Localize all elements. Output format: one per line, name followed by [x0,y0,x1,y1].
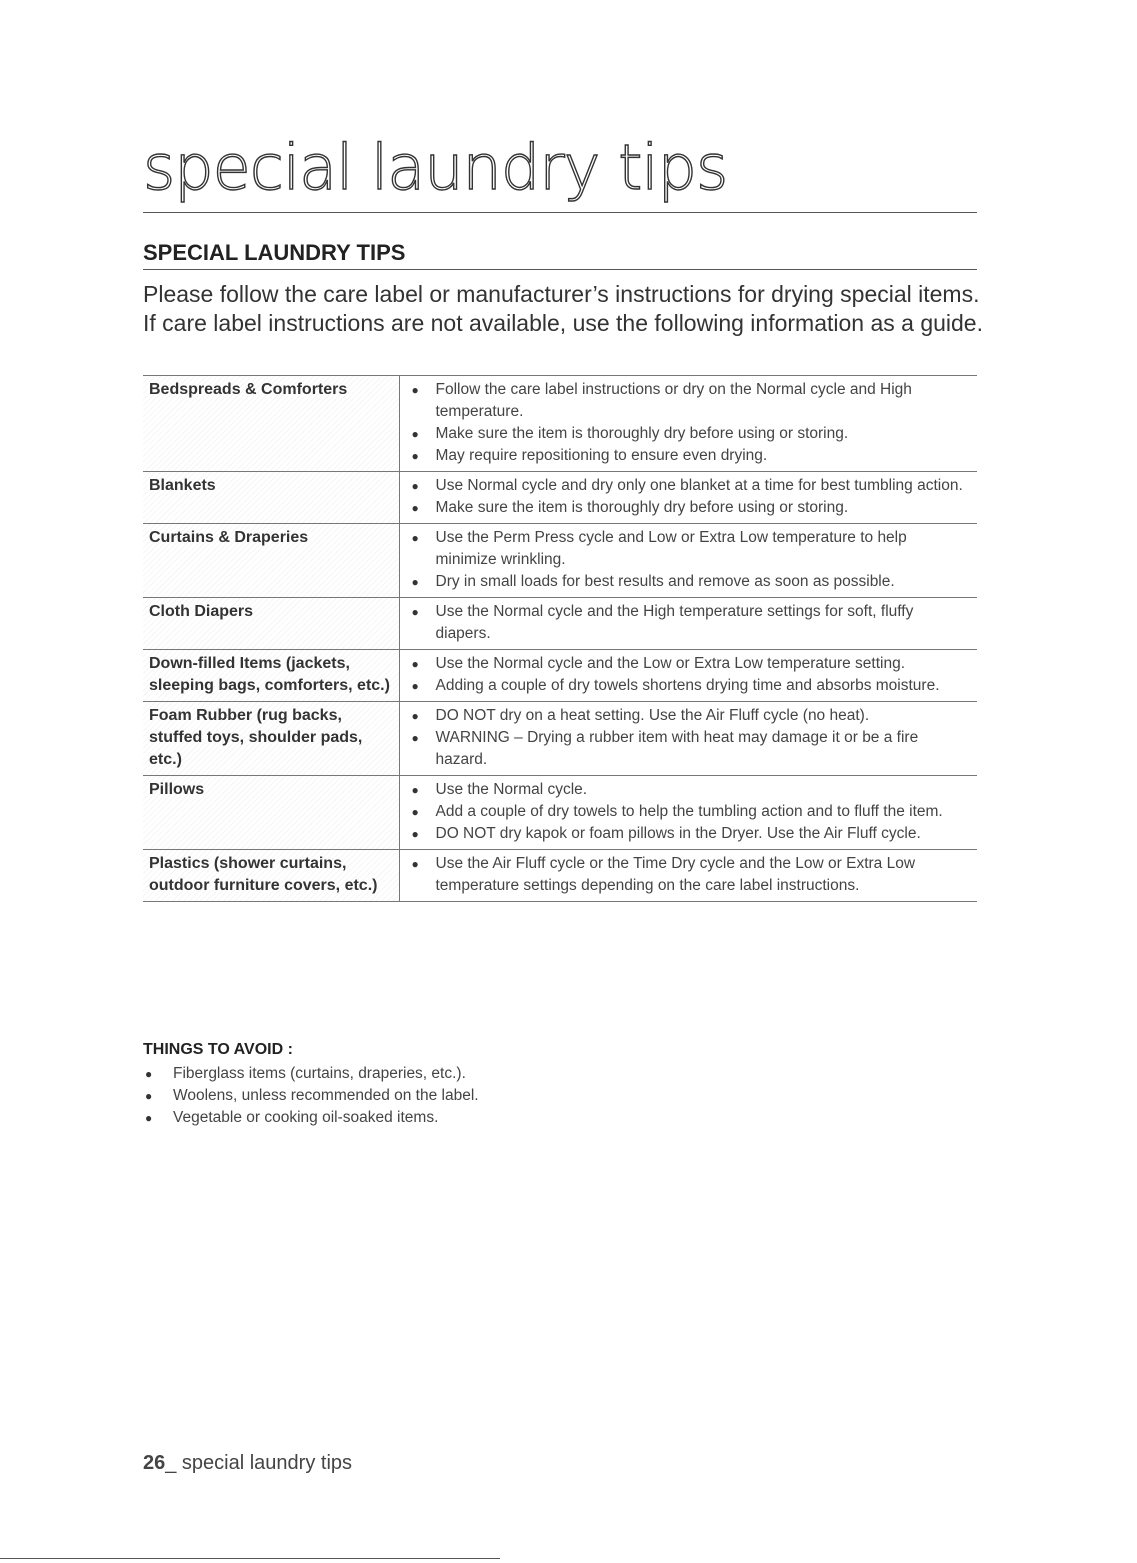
item-name: Curtains & Draperies [143,524,399,598]
bullet-icon: ● [145,1111,153,1125]
list-item [406,601,972,645]
bullet-icon: ● [411,827,419,841]
bullet-text: Follow the care label instructions or dry on the Normal cycle and High temperature. [435,381,912,420]
item-instructions [399,598,977,650]
list-item [406,475,972,497]
bullet-text: Make sure the item is thoroughly dry before using or storing. [435,425,849,442]
bullet-icon: ● [145,1089,153,1103]
bullet-icon: ● [411,657,419,671]
bullet-text: Use the Normal cycle. [435,781,588,798]
page-number: 26 [143,1452,166,1474]
list-item [406,653,972,675]
list-item [143,1107,943,1129]
item-instructions [399,376,977,472]
bullet-icon: ● [411,479,419,493]
item-instructions [399,850,977,902]
item-name: Cloth Diapers [143,598,399,650]
bullet-icon: ● [411,449,419,463]
bullet-text: Vegetable or cooking oil-soaked items. [173,1109,439,1126]
table-row [143,524,977,598]
bullet-text: WARNING – Drying a rubber item with heat may damage it or be a fire hazard. [435,729,919,768]
list-item [406,727,972,771]
bullet-text: Use Normal cycle and dry only one blanket at a time for best tumbling action. [435,477,963,494]
list-item [406,675,972,697]
item-instructions [399,702,977,776]
item-name: Down-filled Items (jackets, sleeping bags, comforters, etc.) [143,650,399,702]
bullet-text: Woolens, unless recommended on the label. [173,1087,479,1104]
bullet-icon: ● [411,501,419,515]
table-row [143,376,977,472]
bullet-icon: ● [145,1067,153,1081]
list-item [406,823,972,845]
intro-paragraph: Please follow the care label or manufacturer’s instructions for drying special items. If care label instructions are not available, use the following information as a guide. [143,281,983,336]
item-instructions [399,524,977,598]
table-row [143,776,977,850]
bullet-text: Make sure the item is thoroughly dry before using or storing. [435,499,849,516]
bullet-icon: ● [411,531,419,545]
bullet-text: Use the Normal cycle and the High temperature settings for soft, fluffy diapers. [435,603,914,642]
bullet-icon: ● [411,575,419,589]
page-footer [143,1450,352,1476]
item-instructions [399,472,977,524]
table-row [143,472,977,524]
bullet-text: Add a couple of dry towels to help the tumbling action and to fluff the item. [435,803,943,820]
table-row [143,598,977,650]
item-instructions [399,650,977,702]
list-item [406,497,972,519]
list-item [406,853,972,897]
list-item [406,445,972,467]
bullet-text: Use the Perm Press cycle and Low or Extra Low temperature to help minimize wrinkling. [435,529,907,568]
list-item [406,527,972,571]
item-name: Plastics (shower curtains, outdoor furniture covers, etc.) [143,850,399,902]
list-item [406,379,972,423]
footer-label: _ special laundry tips [165,1452,353,1474]
item-instructions [399,776,977,850]
list-item [406,423,972,445]
bullet-text: Fiberglass items (curtains, draperies, etc.). [173,1065,466,1082]
bullet-text: Dry in small loads for best results and remove as soon as possible. [435,573,895,590]
bullet-icon: ● [411,679,419,693]
list-item [143,1085,943,1107]
table-row [143,850,977,902]
bullet-text: May require repositioning to ensure even drying. [435,447,768,464]
item-name: Foam Rubber (rug backs, stuffed toys, shoulder pads, etc.) [143,702,399,776]
bullet-text: DO NOT dry kapok or foam pillows in the Dryer. Use the Air Fluff cycle. [435,825,921,842]
bullet-icon: ● [411,427,419,441]
tips-table [143,375,977,902]
page-big-title: special laundry tips [143,128,977,213]
item-name: Bedspreads & Comforters [143,376,399,472]
bullet-icon: ● [411,783,419,797]
things-to-avoid-heading: THINGS TO AVOID : [143,1041,293,1058]
bullet-icon: ● [411,731,419,745]
item-name: Blankets [143,472,399,524]
table-row [143,650,977,702]
bottom-divider [0,1558,500,1559]
list-item [406,705,972,727]
bullet-icon: ● [411,857,419,871]
list-item [143,1063,943,1085]
bullet-text: DO NOT dry on a heat setting. Use the Air Fluff cycle (no heat). [435,707,870,724]
table-row [143,702,977,776]
item-name: Pillows [143,776,399,850]
bullet-icon: ● [411,383,419,397]
section-heading: SPECIAL LAUNDRY TIPS [143,238,977,270]
bullet-text: Adding a couple of dry towels shortens drying time and absorbs moisture. [435,677,940,694]
bullet-icon: ● [411,709,419,723]
list-item [406,571,972,593]
things-to-avoid-list [143,1063,943,1129]
bullet-text: Use the Air Fluff cycle or the Time Dry cycle and the Low or Extra Low temperature settings depending on the care label instructions. [435,855,916,894]
list-item [406,779,972,801]
bullet-icon: ● [411,805,419,819]
bullet-text: Use the Normal cycle and the Low or Extra Low temperature setting. [435,655,906,672]
list-item [406,801,972,823]
bullet-icon: ● [411,605,419,619]
